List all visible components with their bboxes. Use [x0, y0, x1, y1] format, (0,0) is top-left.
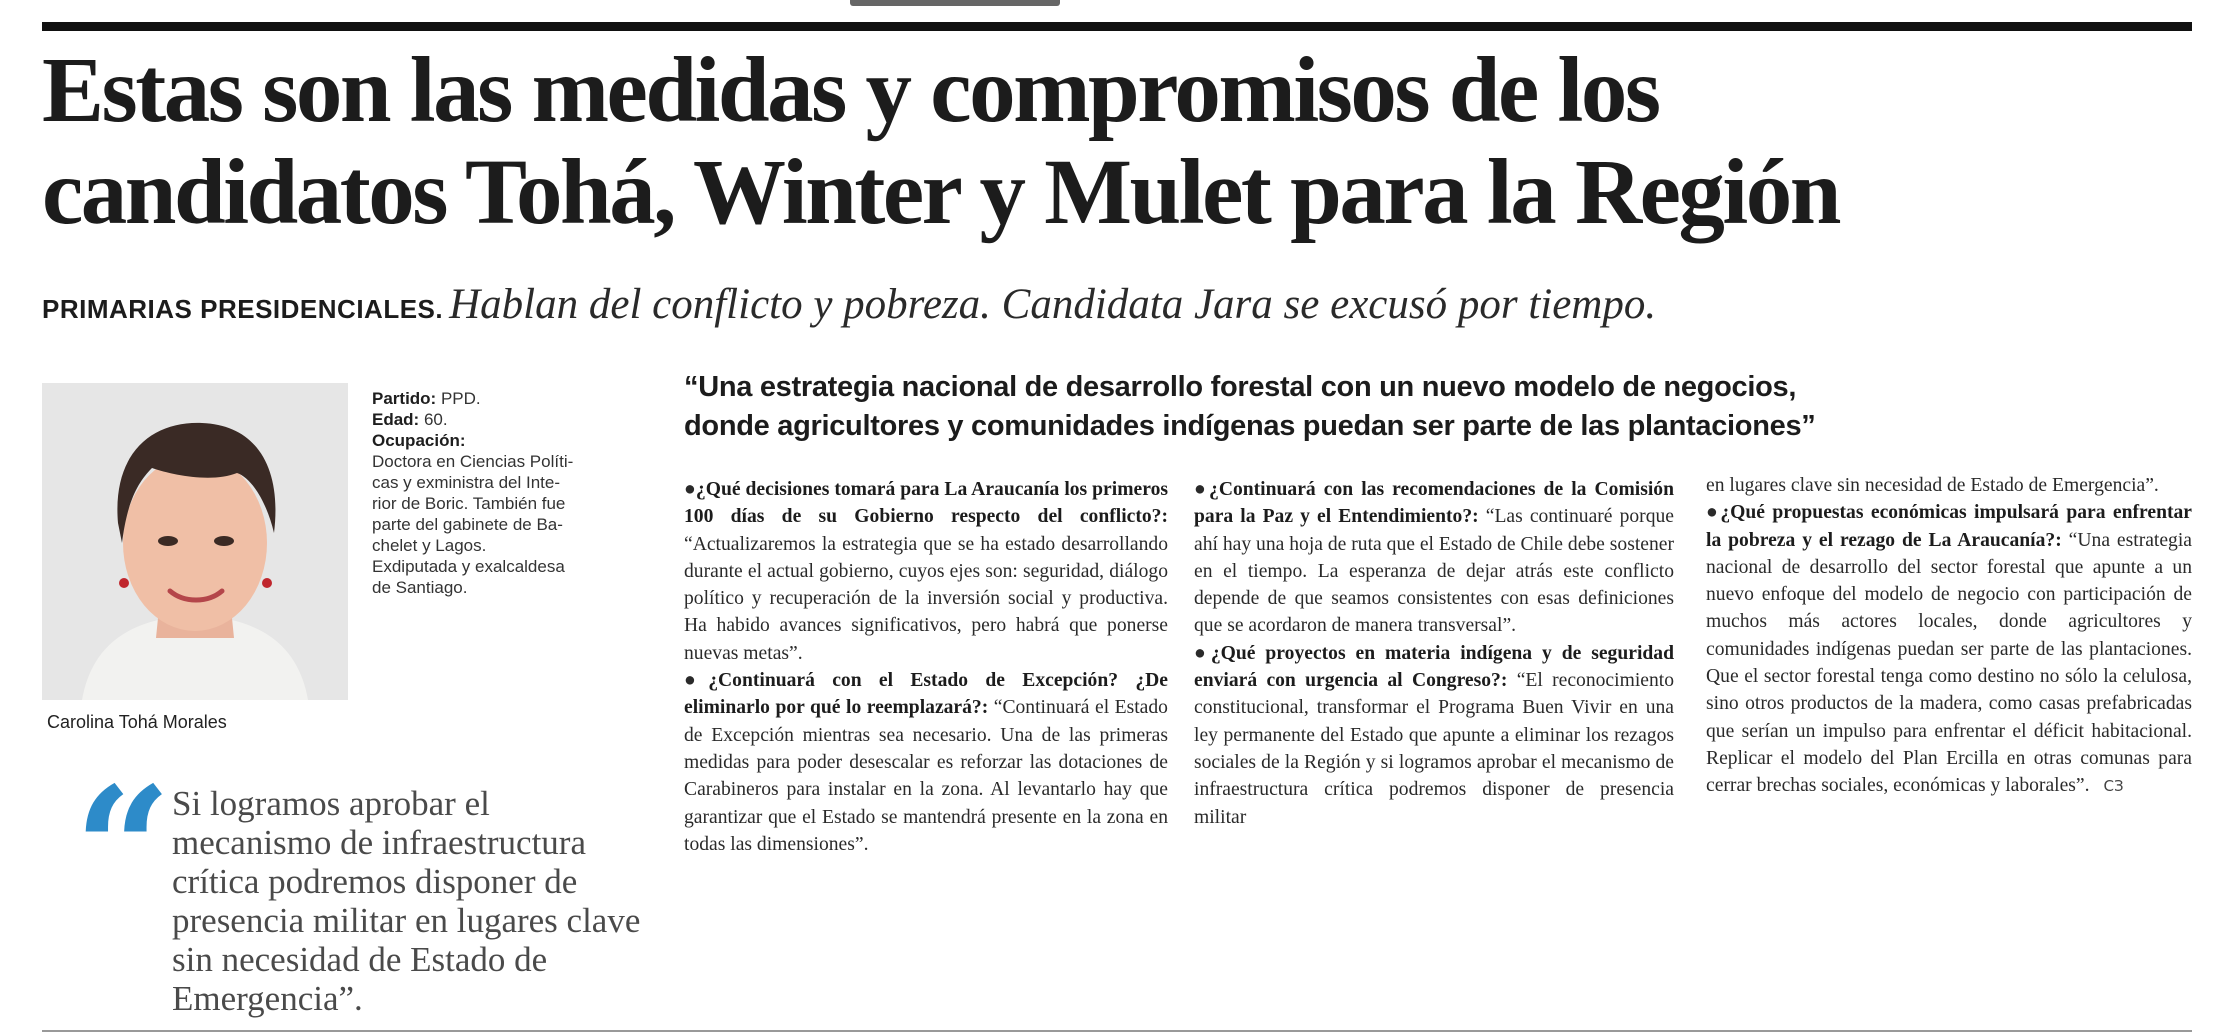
occupation-line: de Santiago. — [372, 578, 468, 597]
headline-line-2: candidatos Tohá, Winter y Mulet para la Región — [42, 141, 1839, 244]
occupation-line: rior de Boric. También fue — [372, 494, 566, 513]
candidate-photo — [42, 383, 348, 700]
qa-item — [1706, 499, 2192, 800]
headline-line-1: Estas son las medidas y compromisos de los — [42, 39, 1659, 142]
occupation-label: Ocupación: — [372, 431, 466, 450]
answer-continuation: en lugares clave sin necesidad de Estado de Emergencia”. — [1706, 475, 2159, 496]
answer: “Las continuaré porque ahí hay una hoja de ruta que el Estado de Chile debe sostener en el tiempo. La esperanza de dejar atrás este conflicto depende de que seamos consistentes con esas definiciones que se acordaron de manera transversal”. — [1194, 506, 1674, 637]
quote-mark-icon: “ — [74, 750, 172, 950]
bullet-icon: ● — [1194, 479, 1210, 500]
qa-item — [1194, 476, 1674, 640]
qa-item — [1194, 640, 1674, 831]
bottom-rule — [42, 1030, 2192, 1032]
bullet-icon: ● — [1706, 502, 1721, 524]
age-value: 60. — [423, 410, 448, 429]
party-label: Partido: — [372, 389, 437, 408]
deck — [42, 280, 2212, 329]
question: ¿Qué decisiones tomará para La Araucanía los primeros 100 días de su Gobierno respecto del conflicto?: — [684, 479, 1168, 528]
occupation-line: Doctora en Ciencias Políti- — [372, 452, 574, 471]
answer: “Actualizaremos la estrategia que se ha estado desarrollando durante el actual gobierno, cuyos ejes son: seguridad, diálogo político y recuperación de la inversión social y productiva. Ha habido avances significativos, pero habrá que ponerse nuevas metas”. — [684, 533, 1168, 664]
question: ¿Qué propuestas económicas impulsará para enfrentar la pobreza y el rezago de La Araucanía?: — [1706, 502, 2193, 551]
bio-age — [372, 409, 672, 430]
portrait-illustration — [42, 383, 348, 700]
end-mark-icon: CЗ — [2103, 777, 2124, 796]
occupation-line: parte del gabinete de Ba- — [372, 515, 563, 534]
bullet-icon: ● — [684, 479, 696, 500]
answer: “Una estrategia nacional de desarrollo del sector forestal que apunte a un nuevo enfoque del modelo de negocio con participación de muchos más actores locales, donde agricultores y comunidades indígenas puedan ser parte de las plantaciones. Que el sector forestal tenga como destino no sólo la celulosa, sino otros productos de la madera, como casas prefabricadas que serían un impulso para enfrentar el déficit habitacional. Replicar el modelo del Plan Ercilla en otras comunas para cerrar brechas sociales, económicas y laborales”. — [1706, 529, 2192, 797]
sub-headline-line-1: “Una estrategia nacional de desarrollo forestal con un nuevo modelo de negocios, — [684, 371, 1797, 403]
question: ¿Qué proyectos en materia indígena y de seguridad enviará con urgencia al Congreso?: — [1194, 642, 1674, 692]
bullet-icon: ● — [684, 670, 709, 692]
bullet-icon: ● — [1194, 642, 1211, 664]
qa-item — [684, 476, 1168, 667]
candidate-bio — [372, 388, 672, 598]
headline — [42, 40, 2212, 244]
top-rule — [42, 22, 2192, 31]
article-column-3 — [1706, 472, 2192, 801]
sub-headline — [684, 368, 2214, 446]
party-value: PPD. — [440, 389, 481, 408]
answer: “El reconocimiento constitucional, transformar el Programa Buen Vivir en una ley permanente del Estado que apunte a eliminar los rezagos sociales de la Región y si logramos aprobar el mecanismo de infraestructura crítica podremos disponer de presencia militar — [1194, 670, 1674, 828]
deck-text: Hablan del conflicto y pobreza. Candidata Jara se excusó por tiempo. — [449, 281, 1657, 328]
article-column-2 — [1194, 476, 1674, 831]
kicker: PRIMARIAS PRESIDENCIALES. — [42, 294, 444, 324]
section-tab — [850, 0, 1060, 6]
occupation-line: cas y exministra del Inte- — [372, 473, 561, 492]
question: ¿Continuará con el Estado de Excepción? ¿De eliminarlo por qué lo reemplazará?: — [684, 670, 1168, 719]
occupation-line: chelet y Lagos. — [372, 536, 487, 555]
pull-quote: Si logramos aprobar el mecanismo de infraestructura crítica podremos disponer de presencia militar en lugares clave sin necesidad de Estado de Emergencia”. — [172, 784, 641, 1018]
occupation-line: Exdiputada y exalcaldesa — [372, 557, 565, 576]
question: ¿Continuará con las recomendaciones de la Comisión para la Paz y el Entendimiento?: — [1194, 479, 1674, 528]
qa-item — [684, 667, 1168, 858]
photo-caption: Carolina Tohá Morales — [47, 712, 227, 732]
sub-headline-line-2: donde agricultores y comunidades indígenas puedan ser parte de las plantaciones” — [684, 410, 1816, 442]
age-label: Edad: — [372, 410, 420, 429]
article-column-1 — [684, 476, 1168, 858]
bio-party — [372, 388, 672, 409]
answer: “Continuará el Estado de Excepción mientras sea necesario. Una de las primeras medidas para poder desescalar es reforzar las dotaciones de Carabineros para instalar en la zona. Al levantarlo hay que garantizar que el Estado se mantendrá presente en la zona en todas las dimensiones”. — [684, 697, 1168, 855]
